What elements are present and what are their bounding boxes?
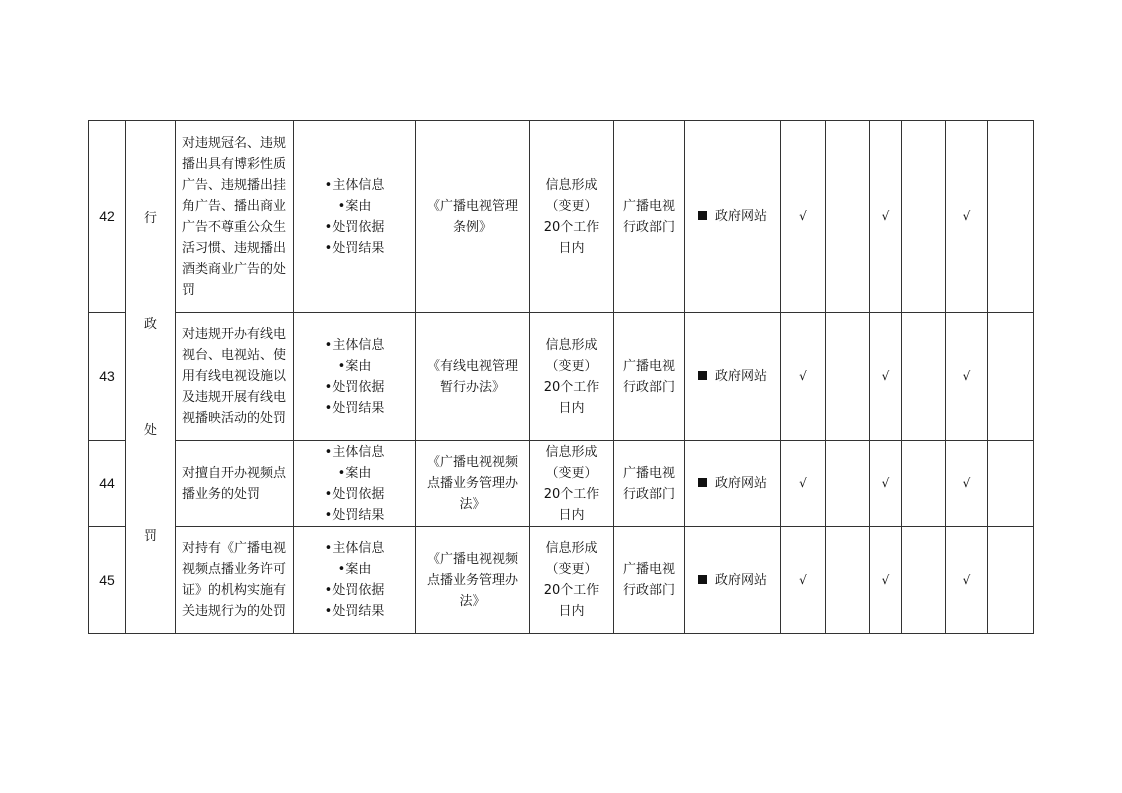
channel-label: 政府网站 xyxy=(714,572,767,588)
channel-cell xyxy=(685,441,781,527)
timeline: 信息形成（变更）20个工作日内 xyxy=(530,121,614,313)
check-mark: √ xyxy=(870,441,902,527)
timeline: 信息形成（变更）20个工作日内 xyxy=(530,313,614,441)
content-item: •处罚结果 xyxy=(324,400,385,416)
department: 广播电视行政部门 xyxy=(614,441,685,527)
content-item: •案由 xyxy=(337,198,372,214)
department: 广播电视行政部门 xyxy=(614,527,685,634)
square-bullet-icon xyxy=(698,478,707,487)
check-mark: √ xyxy=(781,527,826,634)
channel-cell xyxy=(685,313,781,441)
row-number: 44 xyxy=(89,441,126,527)
disclosure-content xyxy=(294,441,416,527)
check-mark xyxy=(826,527,870,634)
content-item: •处罚依据 xyxy=(324,486,385,502)
table-row xyxy=(89,441,1034,527)
content-item: •主体信息 xyxy=(324,444,385,460)
department: 广播电视行政部门 xyxy=(614,121,685,313)
category-char: 罚 xyxy=(143,528,157,544)
content-item: •处罚结果 xyxy=(324,604,385,619)
check-mark xyxy=(902,441,946,527)
channel-label: 政府网站 xyxy=(714,476,767,491)
content-item: •处罚依据 xyxy=(324,219,385,235)
check-mark: √ xyxy=(781,121,826,313)
content-item: •主体信息 xyxy=(324,541,385,556)
square-bullet-icon xyxy=(698,371,707,380)
content-item: •处罚结果 xyxy=(324,240,385,256)
legal-basis: 《广播电视管理条例》 xyxy=(416,121,530,313)
content-item: •处罚依据 xyxy=(324,379,385,395)
content-item: •案由 xyxy=(337,358,372,374)
check-mark xyxy=(902,527,946,634)
check-mark xyxy=(902,313,946,441)
table-row xyxy=(89,313,1034,441)
disclosure-content xyxy=(294,121,416,313)
department: 广播电视行政部门 xyxy=(614,313,685,441)
check-mark: √ xyxy=(870,313,902,441)
disclosure-content xyxy=(294,527,416,634)
check-mark xyxy=(988,121,1034,313)
check-mark xyxy=(826,313,870,441)
row-number: 45 xyxy=(89,527,126,634)
content-item: •处罚依据 xyxy=(324,583,385,598)
content-item: •主体信息 xyxy=(324,337,385,353)
category-char: 政 xyxy=(143,316,157,332)
disclosure-table xyxy=(88,120,1034,634)
check-mark: √ xyxy=(870,121,902,313)
legal-basis: 《有线电视管理暂行办法》 xyxy=(416,313,530,441)
timeline: 信息形成（变更）20个工作日内 xyxy=(530,441,614,527)
square-bullet-icon xyxy=(698,211,707,220)
item-description: 对擅自开办视频点播业务的处罚 xyxy=(176,441,294,527)
content-item: •案由 xyxy=(337,465,372,481)
legal-basis: 《广播电视视频点播业务管理办法》 xyxy=(416,441,530,527)
check-mark: √ xyxy=(781,313,826,441)
item-description: 对持有《广播电视视频点播业务许可证》的机构实施有关违规行为的处罚 xyxy=(176,527,294,634)
check-mark: √ xyxy=(946,313,988,441)
check-mark: √ xyxy=(870,527,902,634)
row-number: 43 xyxy=(89,313,126,441)
check-mark xyxy=(826,441,870,527)
timeline: 信息形成（变更）20个工作日内 xyxy=(530,527,614,634)
legal-basis: 《广播电视视频点播业务管理办法》 xyxy=(416,527,530,634)
channel-cell xyxy=(685,527,781,634)
square-bullet-icon xyxy=(698,575,707,584)
content-item: •处罚结果 xyxy=(324,507,385,523)
check-mark xyxy=(902,121,946,313)
disclosure-content xyxy=(294,313,416,441)
check-mark: √ xyxy=(781,441,826,527)
category-char: 行 xyxy=(143,210,157,226)
item-description: 对违规冠名、违规播出具有博彩性质广告、违规播出挂角广告、播出商业广告不尊重公众生活习惯、违规播出酒类商业广告的处罚 xyxy=(176,121,294,313)
channel-label: 政府网站 xyxy=(714,369,767,384)
channel-cell xyxy=(685,121,781,313)
content-item: •案由 xyxy=(337,562,372,577)
item-description: 对违规开办有线电视台、电视站、使用有线电视设施以及违规开展有线电视播映活动的处罚 xyxy=(176,313,294,441)
category-cell xyxy=(126,121,176,634)
category-char: 处 xyxy=(143,422,157,438)
table-row xyxy=(89,121,1034,313)
check-mark xyxy=(826,121,870,313)
content-item: •主体信息 xyxy=(324,177,385,193)
check-mark: √ xyxy=(946,121,988,313)
check-mark xyxy=(988,527,1034,634)
table-row xyxy=(89,527,1034,634)
channel-label: 政府网站 xyxy=(714,209,767,224)
row-number: 42 xyxy=(89,121,126,313)
check-mark: √ xyxy=(946,527,988,634)
check-mark: √ xyxy=(946,441,988,527)
check-mark xyxy=(988,441,1034,527)
check-mark xyxy=(988,313,1034,441)
